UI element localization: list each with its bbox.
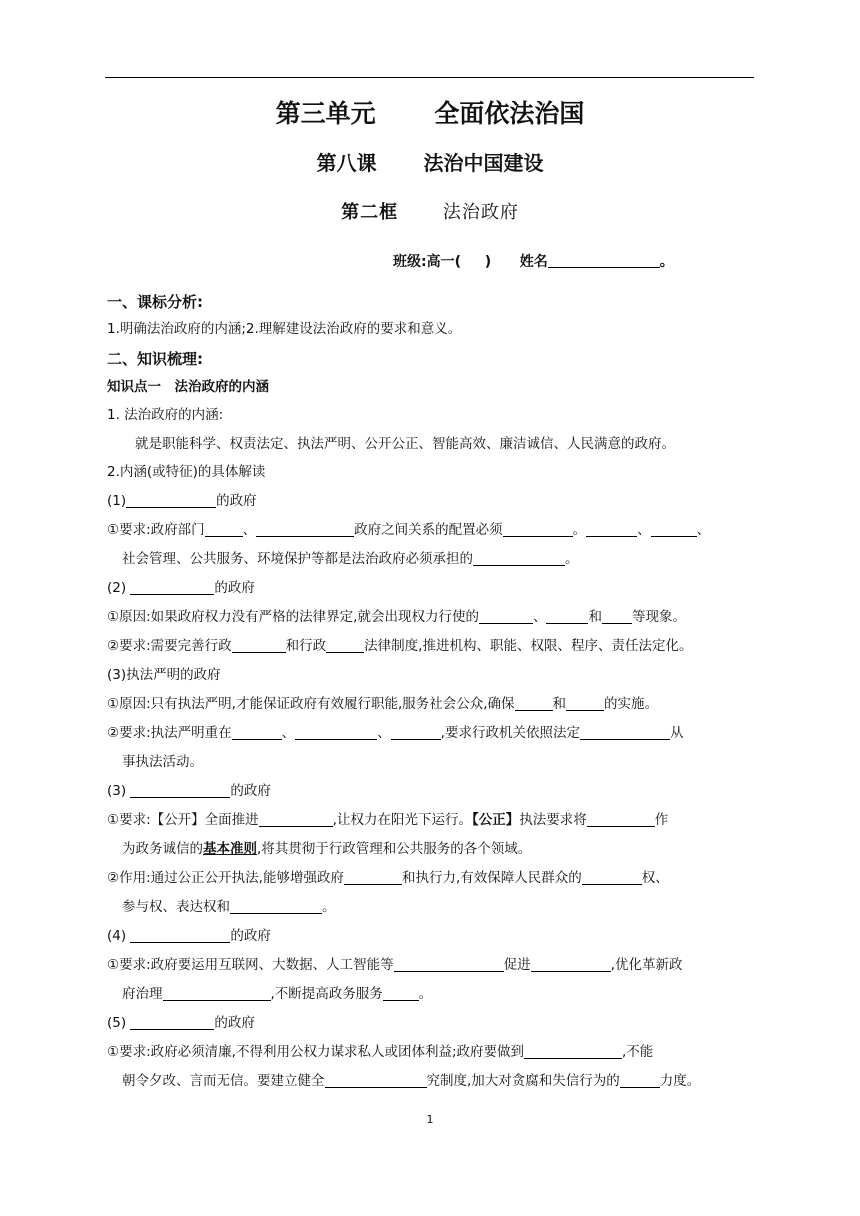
- section-1-text: 1.明确法治政府的内涵;2.理解建设法治政府的要求和意义。: [107, 321, 462, 337]
- point-1-requirement: ①要求:政府部门 、 政府之间关系的配置必须 。 、 、: [107, 522, 711, 538]
- answer-blank[interactable]: [515, 695, 553, 711]
- answer-blank[interactable]: [580, 724, 670, 740]
- answer-blank[interactable]: [651, 521, 697, 537]
- answer-blank[interactable]: [130, 579, 214, 595]
- point-1-title: (1) 的政府: [107, 493, 257, 509]
- point-3-requirement: ②要求:执法严明重在 、 、 ,要求行政机关依照法定 从: [107, 725, 684, 741]
- answer-blank[interactable]: [524, 1043, 622, 1059]
- point-2-cause: ①原因:如果政府权力没有严格的法律界定,就会出现权力行使的 、 和 等现象。: [107, 609, 686, 625]
- header-rule: [105, 77, 754, 78]
- answer-blank[interactable]: [230, 898, 322, 914]
- answer-blank[interactable]: [391, 724, 441, 740]
- answer-blank[interactable]: [546, 608, 588, 624]
- answer-blank[interactable]: [325, 1072, 427, 1088]
- point-3-cause: ①原因:只有执法严明,才能保证政府有效履行职能,服务社会公众,确保 和 的实施。: [107, 696, 659, 712]
- point-5-requirement: ①要求:政府要运用互联网、大数据、人工智能等 促进 ,优化革新政: [107, 957, 683, 973]
- answer-blank[interactable]: [394, 956, 504, 972]
- point-3-title: (3)执法严明的政府: [107, 667, 221, 683]
- point-4-requirement: ①要求:【公开】全面推进 ,让权力在阳光下运行。【公正】执法要求将 作: [107, 812, 669, 828]
- answer-blank[interactable]: [130, 782, 230, 798]
- blank[interactable]: [126, 492, 216, 508]
- answer-blank[interactable]: [130, 1014, 214, 1030]
- answer-blank[interactable]: [383, 985, 419, 1001]
- section-2-heading: 二、知识梳理:: [107, 350, 203, 368]
- answer-blank[interactable]: [232, 637, 286, 653]
- point-3-requirement-cont: 事执法活动。: [122, 754, 203, 770]
- answer-blank[interactable]: [295, 724, 377, 740]
- answer-blank[interactable]: [344, 869, 402, 885]
- point-1-requirement-cont: 社会管理、公共服务、环境保护等都是法治政府必须承担的 。: [122, 551, 579, 567]
- answer-blank[interactable]: [205, 521, 243, 537]
- answer-blank[interactable]: [256, 521, 354, 537]
- answer-blank[interactable]: [582, 869, 642, 885]
- answer-blank[interactable]: [566, 695, 604, 711]
- point-4-effect: ②作用:通过公正公开执法,能够增强政府 和执行力,有效保障人民群众的 权、: [107, 870, 669, 886]
- point-4-effect-cont: 参与权、表达权和 。: [122, 899, 336, 915]
- item-1-text: 就是职能科学、权责法定、执法严明、公开公正、智能高效、廉洁诚信、人民满意的政府。: [135, 436, 675, 452]
- point-5-requirement-cont: 府治理 ,不断提高政务服务 。: [122, 986, 433, 1002]
- item-2: 2.内涵(或特征)的具体解读: [107, 464, 266, 480]
- frame-title: 第二框 法治政府: [341, 202, 519, 223]
- answer-blank[interactable]: [232, 724, 282, 740]
- name-blank[interactable]: [548, 253, 660, 268]
- answer-blank[interactable]: [503, 521, 573, 537]
- answer-blank[interactable]: [259, 811, 333, 827]
- knowledge-point-1: 知识点一 法治政府的内涵: [107, 379, 269, 395]
- lesson-title: 第八课 法治中国建设: [316, 151, 544, 175]
- point-2-title: (2) 的政府: [107, 580, 255, 596]
- answer-blank[interactable]: [602, 608, 632, 624]
- answer-blank[interactable]: [130, 927, 230, 943]
- answer-blank[interactable]: [473, 550, 565, 566]
- point-6-requirement-cont: 朝令夕改、言而无信。要建立健全 究制度,加大对贪腐和失信行为的 力度。: [122, 1073, 701, 1089]
- answer-blank[interactable]: [479, 608, 533, 624]
- answer-blank[interactable]: [531, 956, 611, 972]
- point-6-title: (5) 的政府: [107, 1015, 255, 1031]
- item-1: 1. 法治政府的内涵:: [107, 407, 224, 423]
- point-4-requirement-cont: 为政务诚信的基本准则,将其贯彻于行政管理和公共服务的各个领域。: [122, 841, 532, 857]
- unit-title: 第三单元 全面依法治国: [275, 99, 585, 128]
- student-info-line: 班级:高一( ) 姓名 。: [393, 254, 674, 270]
- section-1-heading: 一、课标分析:: [107, 293, 203, 311]
- answer-blank[interactable]: [163, 985, 271, 1001]
- point-2-requirement: ②要求:需要完善行政 和行政 法律制度,推进机构、职能、权限、程序、责任法定化。: [107, 638, 693, 654]
- answer-blank[interactable]: [586, 521, 637, 537]
- page-number: 1: [426, 1113, 434, 1126]
- point-6-requirement: ①要求:政府必须清廉,不得利用公权力谋求私人或团体利益;政府要做到 ,不能: [107, 1044, 654, 1060]
- answer-blank[interactable]: [587, 811, 655, 827]
- answer-blank[interactable]: [620, 1072, 660, 1088]
- point-4-title: (3) 的政府: [107, 783, 271, 799]
- point-5-title: (4) 的政府: [107, 928, 271, 944]
- answer-blank[interactable]: [326, 637, 364, 653]
